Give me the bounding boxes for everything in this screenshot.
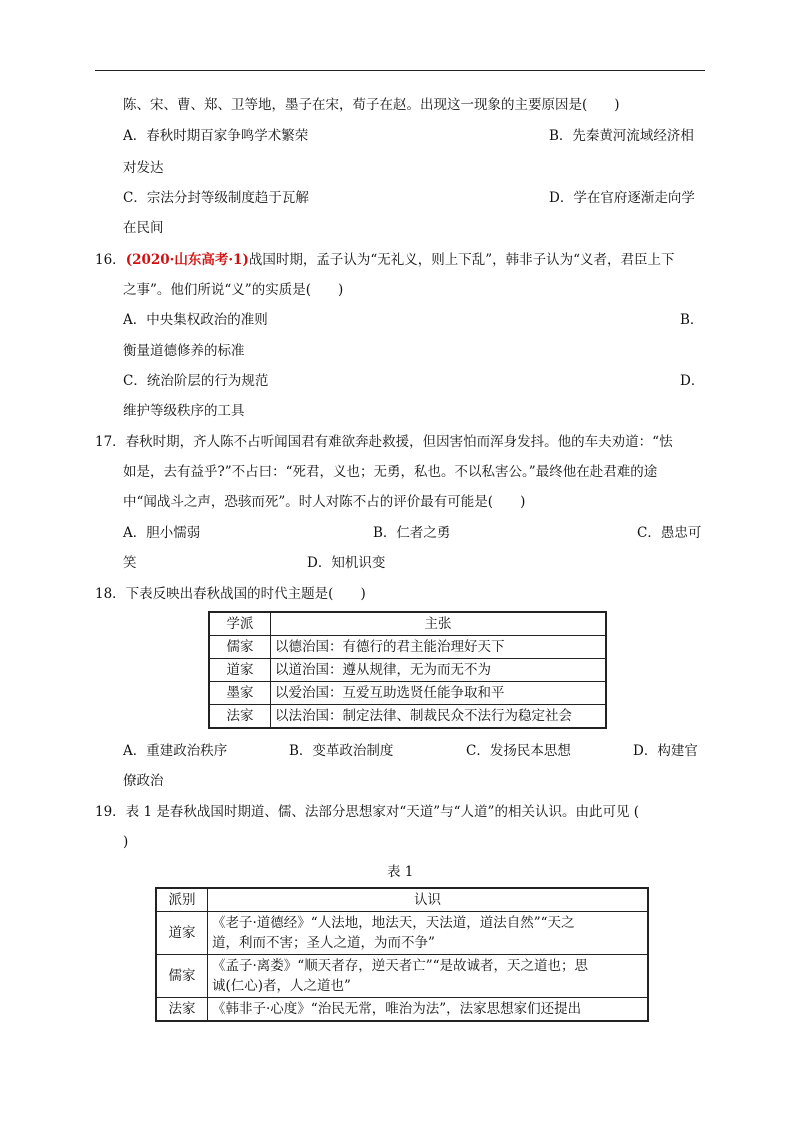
table-row (209, 705, 606, 729)
q18-option-c: C．发扬民本思想 (466, 743, 571, 759)
q16-option-a: A．中央集权政治的准则 (123, 312, 268, 328)
q16-number: 16． (95, 252, 126, 268)
q19-table-title: 表 1 (387, 864, 414, 880)
table-cell: 以爱治国：互爱互助选贤任能争取和平 (271, 682, 607, 705)
q17-option-a: A．胆小懦弱 (123, 525, 201, 541)
header-rule (95, 70, 705, 71)
q15-option-b: B．先秦黄河流域经济相 (549, 128, 694, 144)
q15-stem: 陈、宋、曹、郑、卫等地，墨子在宋，荀子在赵。出现这一现象的主要原因是( ) (123, 97, 620, 113)
q18-table (208, 611, 607, 729)
table-row (209, 636, 606, 659)
q16-option-b-cont: 衡量道德修养的标准 (123, 343, 245, 359)
q17-stem-line3: 中“闻战斗之声，恐骇而死”。时人对陈不占的评价最有可能是( ) (123, 494, 526, 510)
table-cell: 以法治国：制定法律、制裁民众不法行为稳定社会 (271, 705, 607, 729)
q17-stem-line1: 17．春秋时期，齐人陈不占听闻国君有难欲奔赴救援，但因害怕而浑身发抖。他的车夫劝道：“怯 (95, 434, 673, 450)
table-cell: 墨家 (209, 682, 271, 705)
table-cell: 以道治国：遵从规律，无为而无不为 (271, 659, 607, 682)
table-header-row (209, 612, 606, 636)
q17-option-c: C．愚忠可 (637, 525, 702, 541)
q16-source: (2020·山东高考·1) (125, 252, 249, 268)
table-cell: 以德治国：有德行的君主能治理好天下 (271, 636, 607, 659)
table-header-row (156, 888, 648, 912)
cell-line: 道，利而不害；圣人之道，为而不争” (212, 935, 435, 951)
q18-stem: 18．下表反映出春秋战国的时代主题是( ) (95, 586, 366, 602)
table-header-cell: 派别 (156, 888, 208, 912)
q19-table (155, 887, 649, 1022)
q16-option-d-cont: 维护等级秩序的工具 (123, 403, 245, 419)
q16-option-b: B． (680, 312, 704, 328)
q16-stem-line1 (95, 250, 675, 270)
table-header-cell: 学派 (209, 612, 271, 636)
cell-line: 《孟子·离娄》“顺天者存，逆天者亡”“是故诚者，天之道也；思 (212, 958, 588, 974)
table-row (156, 955, 648, 998)
table-cell: 儒家 (156, 955, 208, 998)
q15-option-d-cont: 在民间 (123, 220, 164, 236)
table-cell: 道家 (156, 912, 208, 955)
cell-line: 《老子·道德经》“人法地，地法天，天法道，道法自然”“天之 (212, 915, 575, 931)
q15-option-a: A．春秋时期百家争鸣学术繁荣 (123, 128, 309, 144)
q19-stem-line2: ) (123, 834, 129, 850)
table-header-cell: 认识 (208, 888, 649, 912)
q17-option-d: D．知机识变 (307, 555, 386, 571)
q18-option-d-cont: 僚政治 (123, 773, 164, 789)
table-cell (208, 955, 649, 998)
q18-option-b: B．变革政治制度 (289, 743, 394, 759)
q15-option-c: C．宗法分封等级制度趋于瓦解 (123, 190, 309, 206)
q15-option-d: D．学在官府逐渐走向学 (549, 190, 695, 206)
table-row (156, 998, 648, 1022)
table-row (156, 912, 648, 955)
q18-option-d: D．构建官 (633, 743, 698, 759)
table-row (209, 659, 606, 682)
q17-stem-line2: 如是，去有益乎?”不占曰：“死君，义也；无勇，私也。不以私害公。”最终他在赴君难的途 (123, 464, 658, 480)
cell-line: 诚(仁心)者，人之道也” (212, 978, 351, 994)
q15-option-b-cont: 对发达 (123, 160, 164, 176)
q16-stem-line2: 之事”。他们所说“义”的实质是( ) (123, 282, 344, 298)
q16-option-c: C．统治阶层的行为规范 (123, 373, 269, 389)
q17-option-c-cont: 笑 (123, 555, 137, 571)
table-cell: 法家 (156, 998, 208, 1022)
q17-option-b: B．仁者之勇 (373, 525, 451, 541)
q18-option-a: A．重建政治秩序 (123, 743, 228, 759)
table-cell: 法家 (209, 705, 271, 729)
q19-stem-line1: 19．表 1 是春秋战国时期道、儒、法部分思想家对“天道”与“人道”的相关认识。由此可见 ( (95, 804, 640, 820)
table-row (209, 682, 606, 705)
table-cell (208, 998, 649, 1022)
table-cell (208, 912, 649, 955)
cell-line: 《韩非子·心度》“治民无常，唯治为法”，法家思想家们还提出 (212, 1001, 582, 1017)
table-header-cell: 主张 (271, 612, 607, 636)
q16-stem-text: 战国时期，孟子认为“无礼义，则上下乱”，韩非子认为“义者，君臣上下 (248, 252, 675, 268)
table-cell: 道家 (209, 659, 271, 682)
q16-option-d: D． (680, 373, 705, 389)
table-cell: 儒家 (209, 636, 271, 659)
